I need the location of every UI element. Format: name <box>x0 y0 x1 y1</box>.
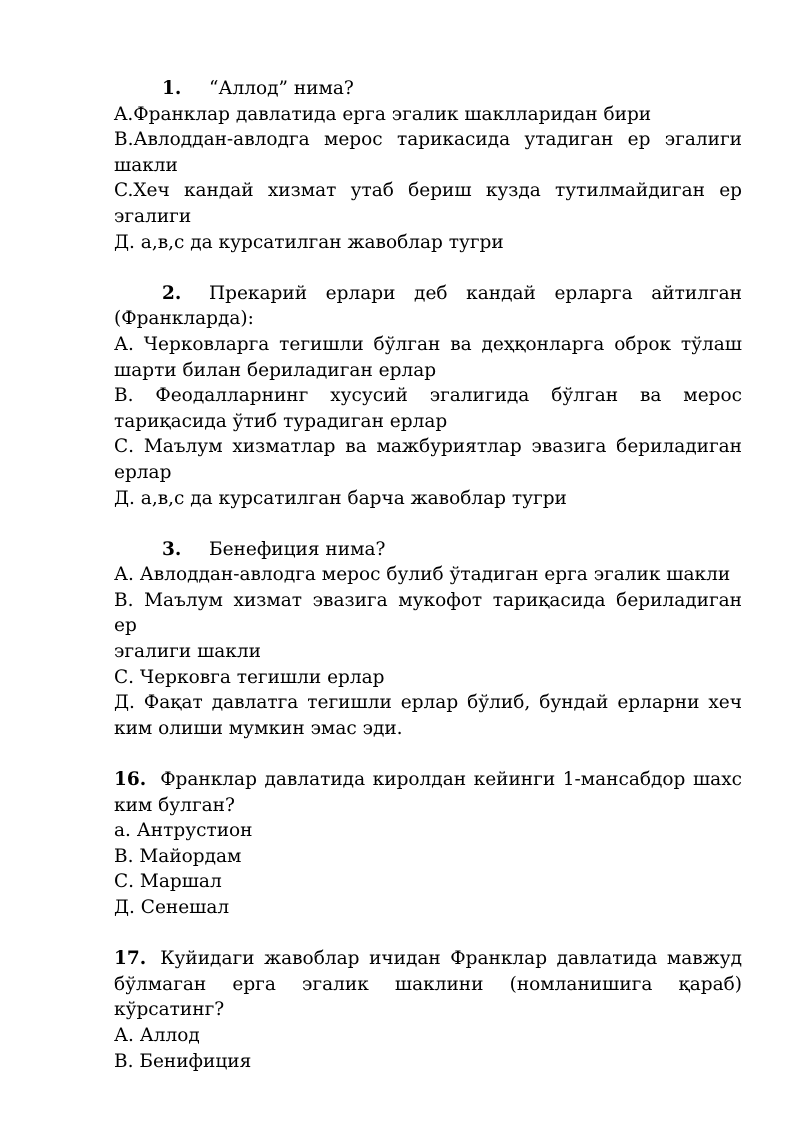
question-title-cont: ким булган? <box>114 794 235 816</box>
answer-option-d: Д. Сенешал <box>114 897 230 918</box>
answer-option-d: Д. Фақат давлатга тегишли ерлар бўлиб, бундай ерларни хеч <box>114 692 742 714</box>
answer-option-c: C.Хеч кандай хизмат утаб бериш кузда тутилмайдиган ер <box>114 180 742 202</box>
question-title-text: Франклар давлатида киролдан кейинги 1-мансабдор шахс <box>160 769 742 791</box>
answer-option-c-cont: ерлар <box>114 461 172 483</box>
question-number: 2. <box>162 282 182 304</box>
question-title-text: “Аллод” нима? <box>209 78 354 99</box>
question-2 <box>114 281 742 511</box>
question-title-text: Куйидаги жавоблар ичидан Франклар давлатида мавжуд <box>160 948 742 970</box>
answer-option-b: В. Майордам <box>114 845 242 867</box>
question-title <box>114 767 742 793</box>
answer-option-c: С. Черковга тегишли ерлар <box>114 666 385 688</box>
answer-option-b: В. Феодалларнинг хусусий эгалигида бўлган ва мерос <box>114 385 742 407</box>
question-title <box>114 946 742 972</box>
question-number: 17. <box>114 948 147 970</box>
question-number: 16. <box>114 769 147 791</box>
answer-option-c: С. Маълум хизматлар ва мажбуриятлар эвазига бериладиган <box>114 436 742 458</box>
question-title-cont: (Франкларда): <box>114 308 254 330</box>
question-title-text: Бенефиция нима? <box>209 538 386 560</box>
answer-option-d: Д. а,в,с да курсатилган барча жавоблар тугри <box>114 487 567 509</box>
question-title-cont: бўлмаган ерга эгалик шаклини (номланишига қараб) <box>114 973 742 995</box>
question-list <box>114 76 742 1100</box>
answer-option-d: Д. a,в,c да курсатилган жавоблар тугри <box>114 231 504 253</box>
question-17 <box>114 946 742 1074</box>
answer-option-b: B.Авлоддан-авлодга мерос тарикасида утадиган ер эгалиги <box>114 129 742 151</box>
question-title-text: Прекарий ерлари деб кандай ерларга айтилган <box>209 282 742 304</box>
answer-option-a-cont: шарти билан бериладиган ерлар <box>114 359 437 381</box>
answer-option-a: A.Франклар давлатида ерга эгалик шаклларидан бири <box>114 103 652 125</box>
answer-option-b: В. Бенифиция <box>114 1050 252 1072</box>
answer-option-a: а. Антрустион <box>114 820 253 842</box>
answer-option-a: А. Черковларга тегишли бўлган ва деҳқонларга оброк тўлаш <box>114 333 742 355</box>
question-title <box>114 537 742 563</box>
answer-option-b-cont: эгалиги шакли <box>114 641 261 663</box>
question-1 <box>114 76 742 255</box>
question-title <box>114 281 742 307</box>
question-title <box>114 76 742 102</box>
answer-option-b-cont: шакли <box>114 154 178 176</box>
question-number: 3. <box>162 538 182 560</box>
question-number: 1. <box>162 78 182 99</box>
answer-option-b: В. Маълум хизмат эвазига мукофот тариқасида бериладиган ер <box>114 589 742 637</box>
answer-option-a: А. Авлоддан-авлодга мерос булиб ўтадиган ерга эгалик шакли <box>114 564 731 586</box>
answer-option-a: А. Аллод <box>114 1024 200 1046</box>
answer-option-b-cont: тариқасида ўтиб турадиган ерлар <box>114 410 448 432</box>
question-16 <box>114 767 742 921</box>
question-title-cont-2: кўрсатинг? <box>114 999 225 1021</box>
answer-option-c: С. Маршал <box>114 871 222 893</box>
answer-option-d-cont: ким олиши мумкин эмас эди. <box>114 717 403 739</box>
answer-option-c-cont: эгалиги <box>114 205 192 227</box>
question-3 <box>114 537 742 742</box>
